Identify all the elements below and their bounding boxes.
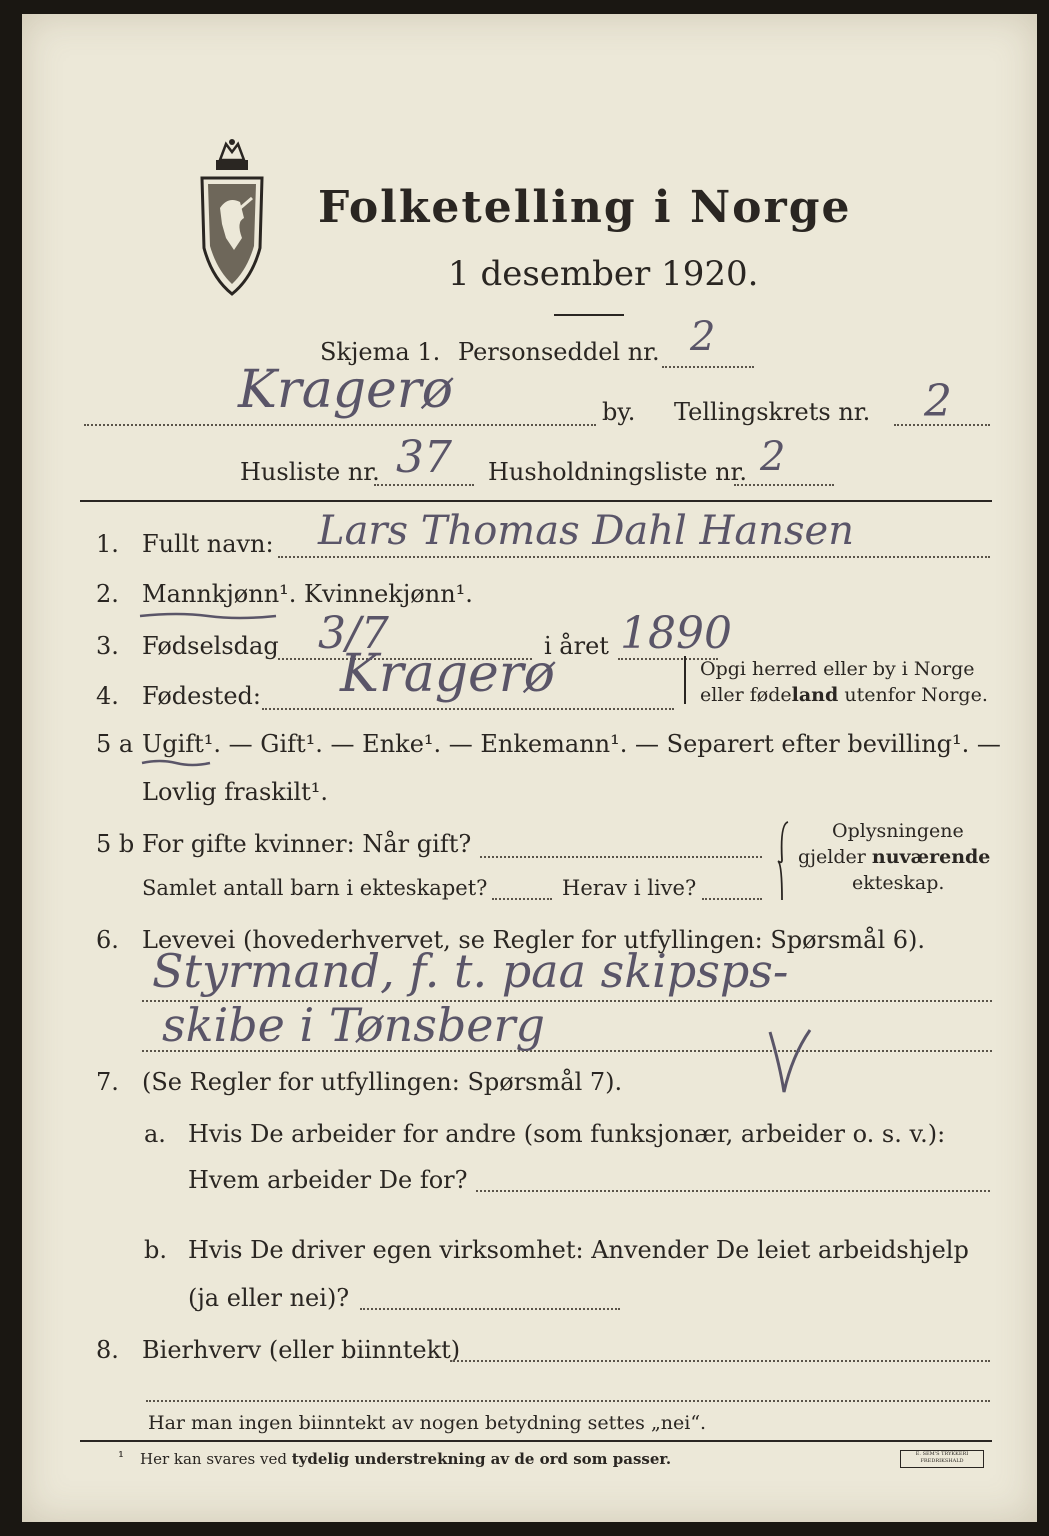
q8-number: 8. [96, 1336, 119, 1364]
q5b-number: 5 b [96, 830, 135, 858]
printer-stamp: E. SEM'S TRYKKERI FREDRIKSHALD [900, 1450, 984, 1468]
census-date: 1 desember 1920. [448, 254, 759, 294]
q6-number: 6. [96, 926, 119, 954]
q7b-answer-label: (ja eller nei)? [188, 1284, 350, 1312]
husliste-label: Husliste nr. [240, 458, 380, 486]
personseddel-value[interactable]: 2 [690, 314, 716, 360]
header-rule [80, 500, 992, 502]
husholdning-value[interactable]: 2 [760, 434, 786, 480]
q6-check-mark [766, 1026, 814, 1096]
husholdning-label: Husholdningsliste nr. [488, 458, 747, 486]
q8-field-line1[interactable] [450, 1360, 990, 1362]
q2-number: 2. [96, 580, 119, 608]
q4-birthplace-value[interactable]: Kragerø [340, 644, 555, 704]
q4-number: 4. [96, 682, 119, 710]
q5b-children-field-line [492, 898, 552, 900]
q5b-note-line1: Oplysningene [832, 820, 964, 842]
q5a-underline-mark [140, 758, 212, 768]
q5a-number: 5 a [96, 730, 134, 758]
form-title: Folketelling i Norge [318, 182, 852, 233]
tellingskrets-value[interactable]: 2 [924, 376, 952, 427]
city-value[interactable]: Kragerø [238, 360, 453, 420]
q7a-question: Hvis De arbeider for andre (som funksjonær, arbeider o. s. v.): [188, 1120, 946, 1148]
title-divider [554, 314, 624, 316]
q6-label: Levevei (hovederhvervet, se Regler for utfyllingen: Spørsmål 6). [142, 926, 926, 954]
q7-number: 7. [96, 1068, 119, 1096]
husholdning-field-line [734, 484, 834, 486]
q5a-marital-options[interactable]: Ugift¹. — Gift¹. — Enke¹. — Enkemann¹. — Separert efter bevilling¹. — [142, 730, 1001, 758]
q1-field-line [278, 556, 990, 558]
q8-label: Bierhverv (eller biinntekt) [142, 1336, 461, 1364]
q1-full-name-value[interactable]: Lars Thomas Dahl Hansen [318, 508, 854, 554]
tellingskrets-label: Tellingskrets nr. [674, 398, 871, 426]
q7b-answer-field-line[interactable] [360, 1308, 620, 1310]
skjema-label: Skjema 1. [320, 338, 441, 366]
q4-note-line1: Opgi herred eller by i Norge [700, 658, 975, 680]
by-label: by. [602, 398, 636, 426]
q1-number: 1. [96, 530, 119, 558]
q5b-note-brace [776, 820, 790, 902]
husliste-field-line [374, 484, 474, 486]
q4-note-line2: eller fødeland utenfor Norge. [700, 684, 988, 706]
q4-note-bracket [684, 656, 690, 704]
q3-birthday-value[interactable]: 3/7 [318, 608, 389, 659]
q2-gender-options[interactable]: Mannkjønn¹. Kvinnekjønn¹. [142, 580, 473, 608]
q7a-letter: a. [144, 1120, 166, 1148]
q7-label: (Se Regler for utfyllingen: Spørsmål 7). [142, 1068, 623, 1096]
footer-rule [80, 1440, 992, 1442]
q5b-married-field-line [480, 856, 762, 858]
q8-field-line2[interactable] [146, 1400, 990, 1402]
q6-occupation-value2[interactable]: skibe i Tønsberg [162, 998, 545, 1052]
q5b-note-line3: ekteskap. [852, 872, 945, 894]
q5b-children-label: Samlet antall barn i ekteskapet? [142, 876, 488, 900]
q3-label: Fødselsdag [142, 632, 279, 660]
q2-underline-mark [138, 610, 278, 622]
footnote-mark: ¹ [118, 1448, 125, 1466]
city-field-line [84, 424, 596, 426]
personseddel-label: Personseddel nr. [458, 338, 660, 366]
footnote-text: Her kan svares ved tydelig understrekning av de ord som passer. [140, 1450, 672, 1468]
husliste-value[interactable]: 37 [396, 432, 452, 483]
q3-number: 3. [96, 632, 119, 660]
q7b-letter: b. [144, 1236, 167, 1264]
q3-year-value[interactable]: 1890 [620, 608, 732, 659]
q4-field-line [262, 708, 674, 710]
q5b-note-line2: gjelder nuværende [798, 846, 991, 868]
q5b-alive-field-line [702, 898, 762, 900]
q7a-employer-field-line[interactable] [476, 1190, 990, 1192]
q5a-marital-options-line2[interactable]: Lovlig fraskilt¹. [142, 778, 329, 806]
biinntekt-note: Har man ingen biinntekt av nogen betydning settes „nei“. [148, 1412, 707, 1434]
q4-label: Fødested: [142, 682, 261, 710]
q5b-label: For gifte kvinner: Når gift? [142, 830, 472, 858]
census-form-page [22, 14, 1037, 1522]
q6-occupation-value1[interactable]: Styrmand, f. t. paa skipsps- [152, 944, 789, 998]
q5b-alive-label: Herav i live? [562, 876, 697, 900]
personseddel-field-line [662, 366, 754, 368]
q1-label: Fullt navn: [142, 530, 274, 558]
q7a-employer-label: Hvem arbeider De for? [188, 1166, 468, 1194]
q7b-question: Hvis De driver egen virksomhet: Anvender De leiet arbeidshjelp [188, 1236, 969, 1264]
norway-coat-of-arms-icon [192, 138, 272, 298]
q3-year-label: i året [544, 632, 609, 660]
